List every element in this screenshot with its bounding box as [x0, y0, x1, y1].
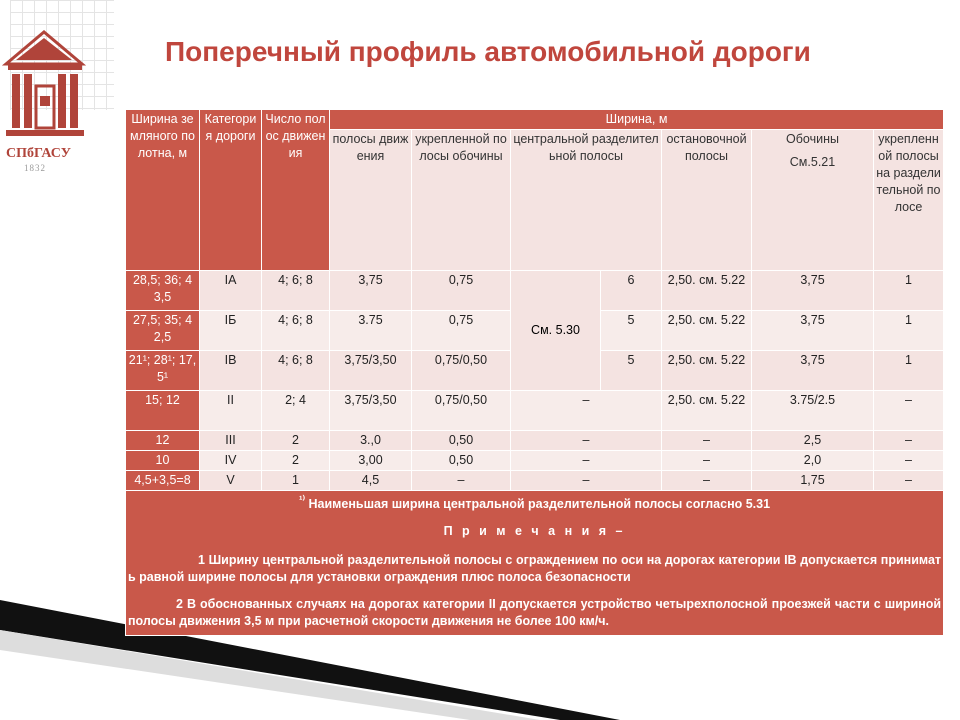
cell-central: 5 [601, 351, 662, 391]
table-row [126, 271, 944, 311]
subheader-lane-width: полосы движения [330, 130, 412, 271]
page-title: Поперечный профиль автомобильной дороги [165, 36, 811, 67]
cell-central: 6 [601, 271, 662, 311]
subheader-shoulders-ref: См.5.21 [789, 155, 836, 169]
road-profile-table [125, 109, 944, 636]
cell-shoulder: 0,75/0,50 [412, 391, 511, 431]
cell-width: 28,5; 36; 43,5 [126, 271, 200, 311]
cell-central: – [511, 391, 662, 431]
cell-lanes: 4; 6; 8 [262, 351, 330, 391]
notes-row [126, 491, 944, 636]
cell-obochiny: 1,75 [752, 471, 874, 491]
cell-obochiny: 3,75 [752, 351, 874, 391]
cell-lane-width: 3,75/3,50 [330, 391, 412, 431]
cell-central: 5 [601, 311, 662, 351]
cell-lane-width: 3,75 [330, 271, 412, 311]
subheader-central-strip: центральной разделительной полосы [511, 130, 662, 271]
subheader-shoulder-strip: укрепленной полосы обочины [412, 130, 511, 271]
cell-width: 15; 12 [126, 391, 200, 431]
cell-lanes: 2 [262, 431, 330, 451]
subheader-shoulders-label: Обочины [786, 132, 839, 146]
cell-width: 27,5; 35; 42,5 [126, 311, 200, 351]
cell-shoulder: 0,75 [412, 311, 511, 351]
cell-category: II [200, 391, 262, 431]
notes-block [126, 491, 944, 636]
cell-shoulder: 0,75 [412, 271, 511, 311]
cell-category: III [200, 431, 262, 451]
notes-title: П р и м е ч а н и я – [443, 524, 626, 539]
cell-ukr: – [874, 451, 944, 471]
cell-ukr: – [874, 471, 944, 491]
subheader-median-strip: укрепленной полосы на разделительной полосе [874, 130, 944, 271]
cell-shoulder: 0,75/0,50 [412, 351, 511, 391]
subheader-stop-lane: остановочной полосы [662, 130, 752, 271]
cell-ukr: – [874, 391, 944, 431]
cell-lanes: 1 [262, 471, 330, 491]
footnote-mark: ¹⁾ [299, 495, 306, 506]
table-row [126, 391, 944, 431]
cell-lanes: 4; 6; 8 [262, 271, 330, 311]
cell-stop-lane: – [662, 431, 752, 451]
cell-lane-width: 3,75/3,50 [330, 351, 412, 391]
cell-category: IБ [200, 311, 262, 351]
cell-width: 10 [126, 451, 200, 471]
cell-lanes: 2; 4 [262, 391, 330, 431]
cell-obochiny: 3.75/2.5 [752, 391, 874, 431]
table-row [126, 451, 944, 471]
logo-year: 1832 [24, 163, 46, 173]
cell-ukr: 1 [874, 311, 944, 351]
table-row [126, 431, 944, 451]
cell-obochiny: 3,75 [752, 271, 874, 311]
header-widths-group: Ширина, м [330, 110, 944, 130]
cell-lane-width: 4,5 [330, 471, 412, 491]
cell-lane-width: 3.75 [330, 311, 412, 351]
cell-shoulder: 0,50 [412, 431, 511, 451]
table-row [126, 471, 944, 491]
cell-obochiny: 2,5 [752, 431, 874, 451]
cell-stop-lane: 2,50. см. 5.22 [662, 391, 752, 431]
cell-lane-width: 3,00 [330, 451, 412, 471]
cell-width: 4,5+3,5=8 [126, 471, 200, 491]
cell-stop-lane: – [662, 471, 752, 491]
subheader-shoulders [752, 130, 874, 271]
cell-stop-lane: 2,50. см. 5.22 [662, 351, 752, 391]
cell-lanes: 2 [262, 451, 330, 471]
cell-central: – [511, 431, 662, 451]
note-1: 1 Ширину центральной разделительной полосы с ограждением по оси на дорогах категории IВ допускается принимать равной ширине полосы для установки ограждения плюс полоса безопасности [128, 553, 942, 585]
cell-width: 21¹; 28¹; 17,5¹ [126, 351, 200, 391]
cell-ukr: – [874, 431, 944, 451]
note-2: 2 В обоснованных случаях на дорогах категории II допускается устройство четырехполосной проезжей части с шириной полосы движения 3,5 м при расчетной скорости движения не более 100 км/ч. [128, 597, 942, 629]
cell-central: – [511, 451, 662, 471]
cell-central-note: См. 5.30 [511, 271, 601, 391]
cell-shoulder: – [412, 471, 511, 491]
cell-stop-lane: 2,50. см. 5.22 [662, 271, 752, 311]
cell-category: V [200, 471, 262, 491]
cell-width: 12 [126, 431, 200, 451]
footnote [128, 492, 941, 513]
cell-ukr: 1 [874, 271, 944, 311]
header-width: Ширина земляного полотна, м [126, 110, 200, 271]
cell-obochiny: 3,75 [752, 311, 874, 351]
cell-shoulder: 0,50 [412, 451, 511, 471]
header-category: Категория дороги [200, 110, 262, 271]
cell-lane-width: 3.,0 [330, 431, 412, 451]
cell-central: – [511, 471, 662, 491]
footnote-text: Наименьшая ширина центральной разделительной полосы согласно 5.31 [308, 497, 771, 512]
cell-ukr: 1 [874, 351, 944, 391]
logo-text: СПбГАСУ [6, 146, 71, 161]
cell-stop-lane: – [662, 451, 752, 471]
cell-stop-lane: 2,50. см. 5.22 [662, 311, 752, 351]
cell-category: IВ [200, 351, 262, 391]
cell-category: IV [200, 451, 262, 471]
cell-obochiny: 2,0 [752, 451, 874, 471]
header-lanes: Число полос движения [262, 110, 330, 271]
cell-lanes: 4; 6; 8 [262, 311, 330, 351]
cell-category: IA [200, 271, 262, 311]
